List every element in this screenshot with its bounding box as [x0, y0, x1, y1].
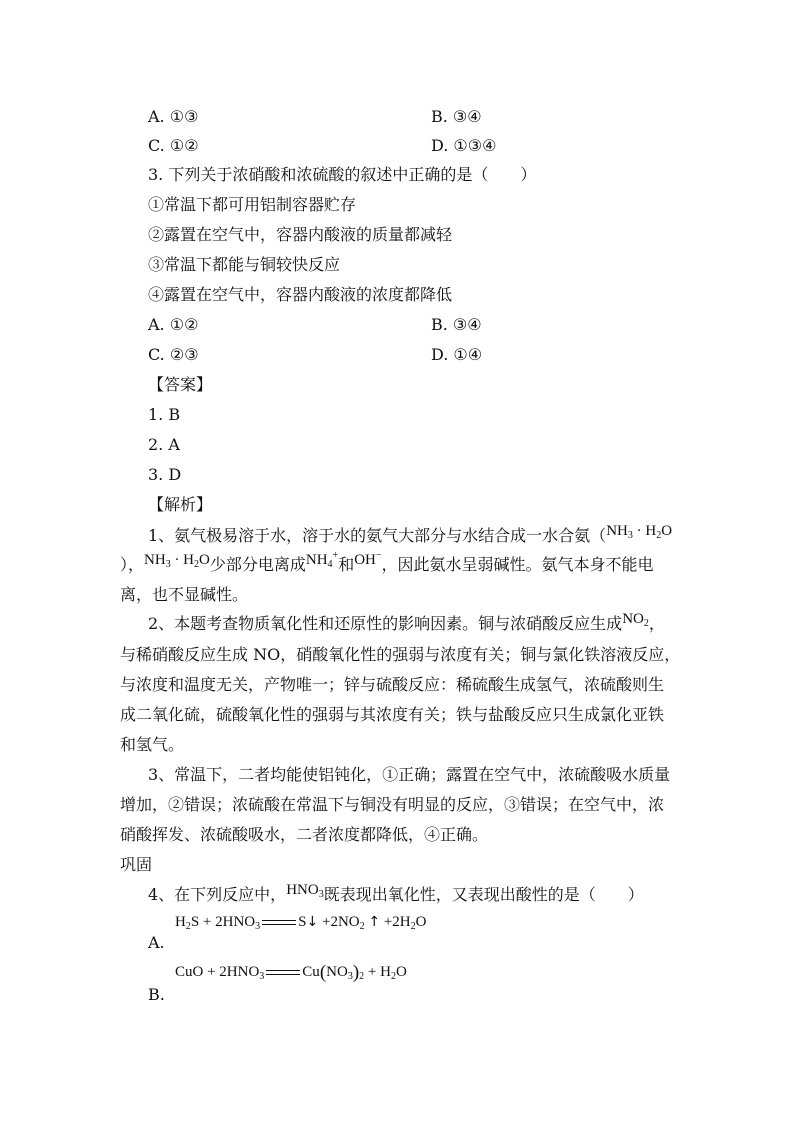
q2-option-b: B. ③④ — [431, 107, 482, 126]
analysis-p2-text-1-end: ， — [648, 614, 665, 633]
analysis-p1-line3: 离，也不显碱性。 — [120, 585, 249, 604]
q4-stem-b: 既表现出氧化性，又表现出酸性的是（ ） — [323, 885, 644, 904]
q4-stem-a: 4、在下列反应中， — [148, 885, 287, 904]
analysis-p2-line1 — [148, 611, 665, 635]
analysis-p1-text-2a: ）， — [120, 555, 145, 574]
q2-option-a: A. ①③ — [148, 107, 199, 126]
consolidate-heading: 巩固 — [120, 855, 153, 874]
formula-hno3: $HNO_3$ — [286, 882, 324, 900]
q3-item-3: ③常温下都能与铜较快反应 — [148, 255, 341, 274]
q3-option-b: B. ③④ — [431, 315, 482, 334]
q4-equation-b: CuO + $2HNO_3$ $Cu(NO_3)_2 + H_2O$ — [175, 962, 407, 983]
q2-option-c: C. ①② — [148, 136, 199, 155]
q4-equation-a: $H_2S + 2HNO_3$ S↓ $+2NO_2$ ↑ $+2H_2O$ — [175, 914, 427, 932]
analysis-p2-line3: 与浓度和温度无关，产物唯一；锌与硫酸反应：稀硫酸生成氢气，浓硫酸则生 — [120, 675, 665, 694]
analysis-p3-line2: 增加，②错误；浓硫酸在常温下与铜没有明显的反应，③错误；在空气中，浓 — [120, 795, 665, 814]
analysis-p3-line1: 3、常温下，二者均能使铝钝化，①正确；露置在空气中，浓硫酸吸水质量 — [148, 765, 671, 784]
equals-double-line-2 — [266, 969, 300, 977]
formula-no2: $NO_2$ — [622, 611, 649, 629]
q4-option-a-label: A. — [148, 933, 165, 952]
analysis-p1-text-1: 1、氨气极易溶于水，溶于水的氨气大部分与水结合成一水合氨（ — [148, 526, 607, 545]
answer-3: 3. D — [148, 465, 182, 484]
analysis-p1-line1 — [148, 523, 673, 547]
formula-nh3-h2o: $NH_3 \cdot H_2O$ — [606, 523, 673, 541]
answer-1: 1. B — [148, 405, 181, 424]
q3-option-a: A. ①② — [148, 315, 199, 334]
analysis-heading: 【解析】 — [148, 495, 213, 514]
analysis-p1-text-2b: 少部分电离成 — [209, 555, 306, 574]
q3-option-c: C. ②③ — [148, 345, 199, 364]
analysis-p1-text-2c: 和 — [338, 555, 355, 574]
q3-item-4: ④露置在空气中，容器内酸液的浓度都降低 — [148, 285, 453, 304]
q2-option-d: D. ①③④ — [431, 136, 497, 155]
analysis-p2-line5: 和氢气。 — [120, 735, 185, 754]
formula-oh-minus: OH− — [354, 550, 382, 568]
q4-option-b-label: B. — [148, 985, 165, 1004]
formula-nh3-h2o-2: $NH_3 \cdot H_2O$ — [144, 552, 210, 570]
equals-double-line — [262, 919, 296, 927]
q4-stem — [148, 882, 644, 906]
answer-2: 2. A — [148, 435, 180, 454]
analysis-p1-text-2d: ，因此氨水呈弱碱性。氨气本身不能电 — [381, 555, 654, 574]
q3-stem: 3. 下列关于浓硝酸和浓硫酸的叙述中正确的是（ ） — [148, 165, 537, 184]
analysis-p3-line3: 硝酸挥发、浓硫酸吸水，二者浓度都降低，④正确。 — [120, 825, 489, 844]
analysis-p1-line2 — [120, 550, 654, 576]
analysis-p2-line2: 与稀硝酸反应生成 NO，硝酸氧化性的强弱与浓度有关；铜与氯化铁溶液反应， — [120, 645, 681, 664]
analysis-p2-line4: 成二氧化硫，硫酸氧化性的强弱与其浓度有关；铁与盐酸反应只生成氯化亚铁 — [120, 705, 665, 724]
q3-item-1: ①常温下都可用铝制容器贮存 — [148, 195, 357, 214]
formula-nh4-plus: $NH_4^+$ — [305, 550, 339, 570]
answer-heading: 【答案】 — [148, 375, 213, 394]
q3-item-2: ②露置在空气中，容器内酸液的质量都减轻 — [148, 225, 453, 244]
analysis-p2-text-1: 2、本题考查物质氧化性和还原性的影响因素。铜与浓硝酸反应生成 — [148, 614, 623, 633]
q3-option-d: D. ①④ — [431, 345, 483, 364]
